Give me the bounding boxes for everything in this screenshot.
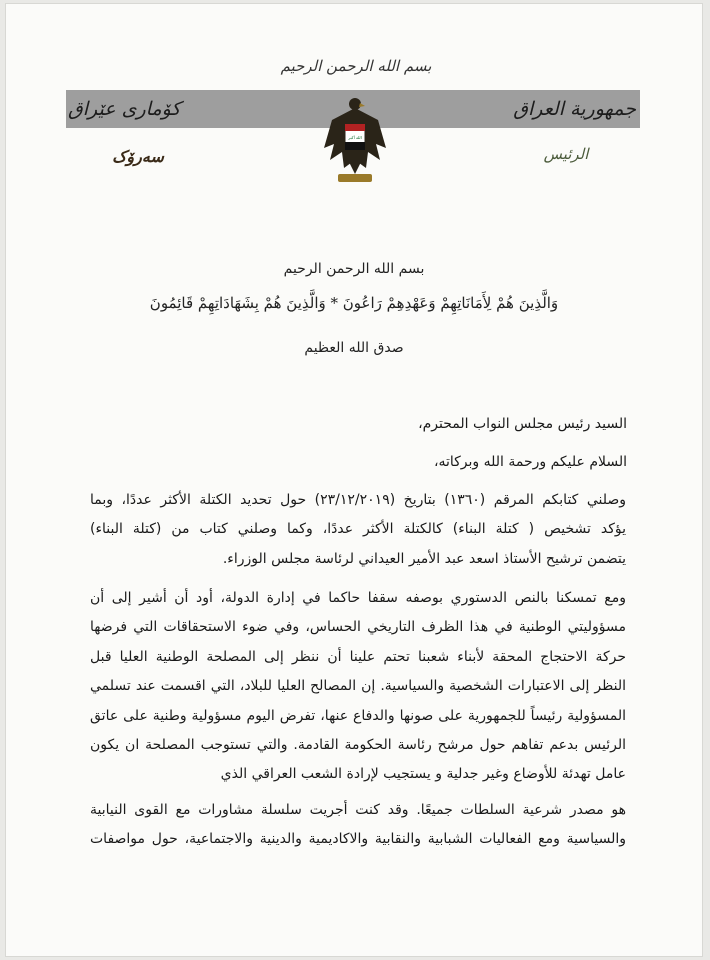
paragraph-line: حركة الاحتجاج المحقة لأبناء شعبنا تحتم علينا أن ننظر إلى المصلحة الوطنية العليا قبل (90, 648, 626, 665)
greeting: السلام عليكم ورحمة الله وبركاته، (433, 454, 627, 470)
body-paragraph-2 (90, 584, 626, 790)
iraq-eagle-emblem-icon (320, 90, 390, 190)
paragraph-line: الرئيس بدعم تفاهم حول مرشح رئاسة الحكومة القادمة. والتي تستوجب المصلحة ان يكون (90, 736, 626, 753)
basmala: بسم الله الرحمن الرحيم (283, 261, 425, 277)
paragraph-line: ومع تمسكنا بالنص الدستوري بوصفه سقفا حاكما في إدارة الدولة، أود أن أشير إلى أن (90, 590, 626, 606)
header-basmala-calligraphy: بسم الله الرحمن الرحيم (280, 57, 432, 75)
paragraph-line: عامل تهدئة للأوضاع وغير جدلية و يستجيب لإرادة الشعب العراقي الذي (220, 766, 626, 783)
paragraph-line: النظر إلى الاعتبارات الشخصية والسياسية. إن المصالح العليا للبلاد، التي اقسمت عند تسلمي (90, 678, 626, 695)
addressee: السيد رئيس مجلس النواب المحترم، (418, 416, 627, 432)
paragraph-line: مسؤوليتي الوطنية في هذا الظرف التاريخي الحساس، وفي ضوء الاستحقاقات التي فرضها (90, 619, 626, 636)
kurdish-title: كۆماری عێراق (68, 98, 181, 120)
paragraph-line: وصلني كتابكم المرقم (١٣٦٠) بتاريخ (٢٣/١٢/٢٠١٩) حول تحديد الكتلة الأكثر عددًا، وبما (90, 492, 627, 508)
body-paragraph-1 (90, 486, 626, 574)
paragraph-line: يؤكد تشخيص ( كتلة البناء) كالكتلة الأكثر عددًا، وكما وصلني كتاب من (كتلة البناء) (90, 521, 626, 538)
arabic-subtitle: الرئيس (543, 145, 589, 163)
arabic-title: جمهورية العراق (513, 98, 636, 120)
quran-verse: وَالَّذِينَ هُمْ لِأَمَانَاتِهِمْ وَعَهْدِهِمْ رَاعُونَ * وَالَّذِينَ هُمْ بِشَهَادَاتِهِمْ قَائِمُونَ (149, 294, 559, 312)
paragraph-line: المسؤولية رئيساً للجمهورية على صونها والدفاع عنها، تفرض اليوم مسؤولية وطنية على عاتق (90, 707, 626, 724)
paragraph-line: يتضمن ترشيح الأستاذ اسعد عبد الأمير العيداني لرئاسة مجلس الوزراء. (222, 550, 626, 567)
body-paragraph-3 (90, 796, 626, 855)
paragraph-line: والسياسية ومع الفعاليات الشبابية والنقابية والاكاديمية والدينية والاجتماعية، حول مواصفات (90, 831, 626, 848)
kurdish-subtitle: سەرۆک (112, 147, 164, 166)
letter-page (6, 4, 702, 956)
paragraph-line: هو مصدر شرعية السلطات جميعًا. وقد كنت أجريت سلسلة مشاورات مع القوى النيابية (90, 802, 626, 818)
svg-text:الله أكبر: الله أكبر (348, 135, 362, 140)
closing-phrase: صدق الله العظيم (304, 340, 404, 356)
